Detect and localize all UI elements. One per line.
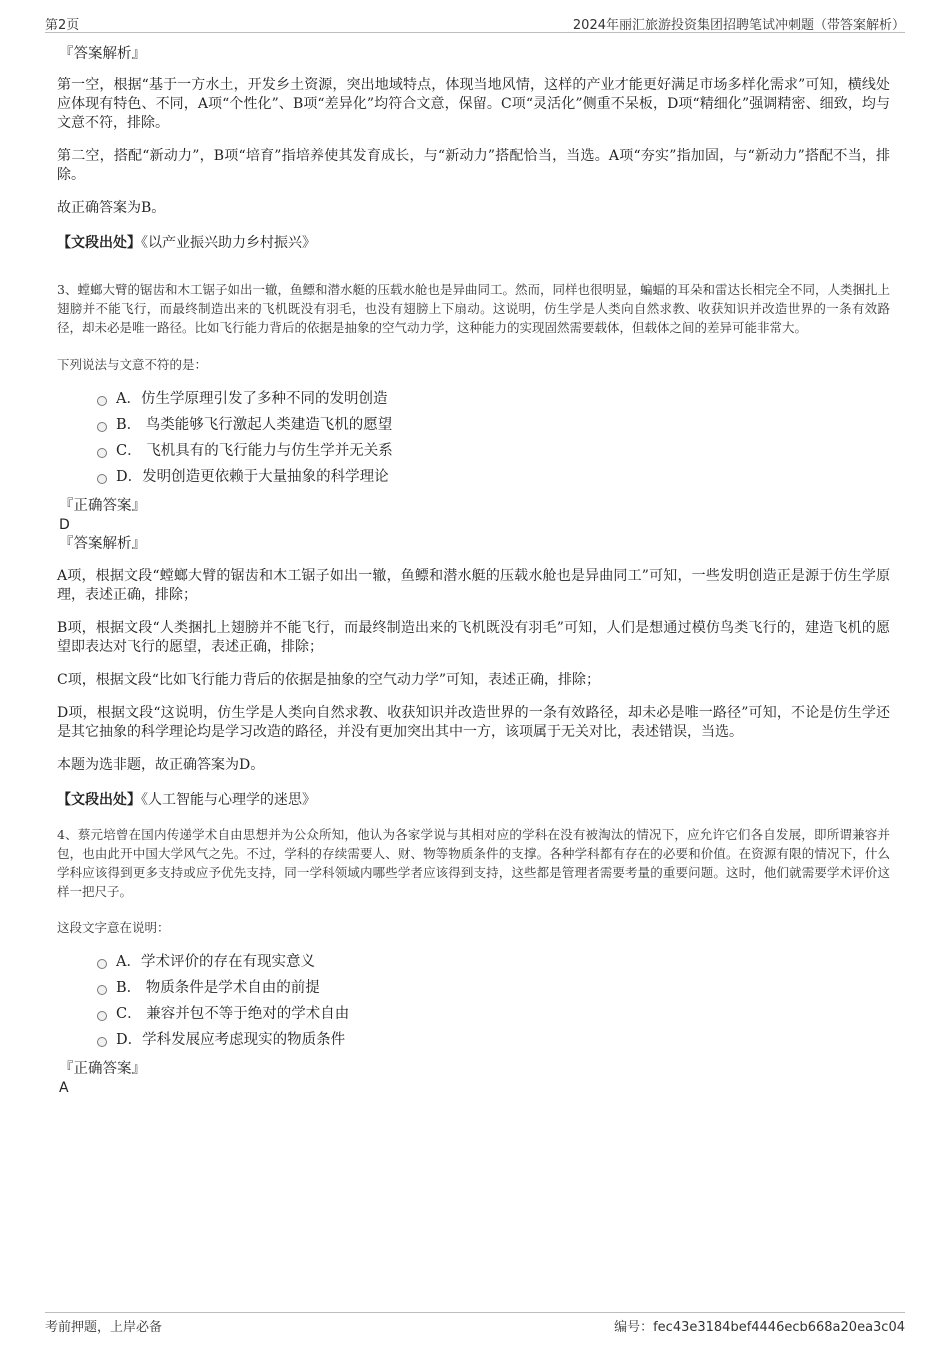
q4-option-d[interactable] bbox=[97, 1027, 890, 1053]
radio-icon[interactable] bbox=[97, 1011, 107, 1021]
radio-icon[interactable] bbox=[97, 448, 107, 458]
option-label: A．学术评价的存在有现实意义 bbox=[116, 954, 315, 970]
q4-option-c[interactable] bbox=[97, 1001, 890, 1027]
q4-ask: 这段文字意在说明： bbox=[57, 920, 170, 935]
q4-option-b[interactable] bbox=[97, 975, 890, 1001]
q3-analysis-conclusion: 本题为选非题，故正确答案为D。 bbox=[57, 757, 265, 773]
q3-source-title: 《人工智能与心理学的迷思》 bbox=[141, 792, 316, 808]
q2-analysis-paragraph: 第一空，根据“基于一方水土，开发乡土资源，突出地域特点，体现当地风情，这样的产业才能更好满足市场多样化需求”可知，横线处应体现有特色、不同，A项“个性化”、B项“差异化”均符合文意，保留。C项“灵活化”侧重不呆板，D项“精细化”强调精密、细致，均与文意不符，排除。 bbox=[57, 77, 890, 131]
q4-answer-label: 『正确答案』 bbox=[59, 1061, 146, 1077]
radio-icon[interactable] bbox=[97, 1037, 107, 1047]
q2-analysis-label: 『答案解析』 bbox=[59, 46, 146, 62]
q2-analysis-conclusion: 故正确答案为B。 bbox=[57, 200, 166, 216]
q3-option-a[interactable] bbox=[97, 386, 890, 412]
q2-source bbox=[57, 234, 890, 253]
option-label: C． 飞机具有的飞行能力与仿生学并无关系 bbox=[116, 443, 393, 459]
option-label: C． 兼容并包不等于绝对的学术自由 bbox=[116, 1006, 350, 1022]
page-number: 第2页 bbox=[45, 18, 80, 33]
q3-answer-label: 『正确答案』 bbox=[59, 498, 146, 514]
q4-answer: A bbox=[59, 1080, 69, 1096]
q3-options bbox=[97, 386, 890, 490]
option-label: A．仿生学原理引发了多种不同的发明创造 bbox=[116, 391, 388, 407]
page-footer bbox=[45, 1312, 905, 1337]
q3-analysis-d: D项，根据文段“这说明，仿生学是人类向自然求教、收获知识并改造世界的一条有效路径，却未必是唯一路径”可知，不论是仿生学还是其它抽象的科学理论均是学习改造的路径，并没有更加突出其中一方，该项属于无关对比，表述错误，当选。 bbox=[57, 705, 890, 740]
radio-icon[interactable] bbox=[97, 396, 107, 406]
option-label: B． 物质条件是学术自由的前提 bbox=[116, 980, 320, 996]
q2-source-title: 《以产业振兴助力乡村振兴》 bbox=[141, 235, 316, 251]
option-label: D．发明创造更依赖于大量抽象的科学理论 bbox=[116, 469, 389, 485]
q2-analysis-paragraph: 第二空，搭配“新动力”，B项“培育”指培养使其发育成长，与“新动力”搭配恰当，当选。A项“夯实”指加固，与“新动力”搭配不当，排除。 bbox=[57, 148, 890, 183]
q3-analysis-label: 『答案解析』 bbox=[59, 536, 146, 552]
q3-ask: 下列说法与文意不符的是： bbox=[57, 357, 208, 372]
q3-analysis-b: B项，根据文段“人类捆扎上翅膀并不能飞行，而最终制造出来的飞机既没有羽毛”可知，人们是想通过模仿鸟类飞行的，建造飞机的愿望即表达对飞行的愿望，表述正确，排除； bbox=[57, 620, 890, 655]
q3-answer: D bbox=[59, 517, 70, 533]
q3-option-d[interactable] bbox=[97, 464, 890, 490]
q4-stem: 4、蔡元培曾在国内传递学术自由思想并为公众所知，他认为各家学说与其相对应的学科在没有被淘汰的情况下，应允许它们各自发展，即所谓兼容并包，也由此开中国大学风气之先。不过，学科的存续需要人、财、物等物质条件的支撑。各种学科都有存在的必要和价值。在资源有限的情况下，什么学科应该得到更多支持或应予优先支持，同一学科领域内哪些学者应该得到支持，这些都是管理者需要考量的重要问题。这时，他们就需要学术评价这样一把尺子。 bbox=[57, 827, 890, 899]
q3-source bbox=[57, 791, 890, 810]
q3-analysis-c: C项，根据文段“比如飞行能力背后的依据是抽象的空气动力学”可知，表述正确，排除； bbox=[57, 672, 601, 688]
q3-source-label: 【文段出处】 bbox=[57, 792, 141, 808]
q2-source-label: 【文段出处】 bbox=[57, 235, 141, 251]
document-title: 2024年丽汇旅游投资集团招聘笔试冲刺题（带答案解析） bbox=[572, 18, 905, 33]
radio-icon[interactable] bbox=[97, 985, 107, 995]
footer-slogan: 考前押题，上岸必备 bbox=[45, 1320, 163, 1335]
option-label: D．学科发展应考虑现实的物质条件 bbox=[116, 1032, 346, 1048]
page-header bbox=[45, 10, 905, 33]
radio-icon[interactable] bbox=[97, 422, 107, 432]
q4-option-a[interactable] bbox=[97, 949, 890, 975]
q3-option-c[interactable] bbox=[97, 438, 890, 464]
page-content bbox=[57, 44, 890, 1097]
option-label: B． 鸟类能够飞行激起人类建造飞机的愿望 bbox=[116, 417, 393, 433]
q4-options bbox=[97, 949, 890, 1053]
radio-icon[interactable] bbox=[97, 474, 107, 484]
q3-stem: 3、螳螂大臂的锯齿和木工锯子如出一辙，鱼鳔和潜水艇的压载水舱也是异曲同工。然而，同样也很明显，蝙蝠的耳朵和雷达长相完全不同，人类捆扎上翅膀并不能飞行，而最终制造出来的飞机既没有羽毛，也没有翅膀上下扇动。这说明，仿生学是人类向自然求教、收获知识并改造世界的一条有效路径，却未必是唯一路径。比如飞行能力背后的依据是抽象的空气动力学，这种能力的实现固然需要载体，但载体之间的差异可能非常大。 bbox=[57, 282, 890, 335]
radio-icon[interactable] bbox=[97, 959, 107, 969]
q3-analysis-a: A项，根据文段“螳螂大臂的锯齿和木工锯子如出一辙，鱼鳔和潜水艇的压载水舱也是异曲同工”可知，一些发明创造正是源于仿生学原理，表述正确，排除； bbox=[57, 568, 890, 603]
q3-option-b[interactable] bbox=[97, 412, 890, 438]
document-code: 编号：fec43e3184bef4446ecb668a20ea3c04 bbox=[614, 1320, 905, 1335]
